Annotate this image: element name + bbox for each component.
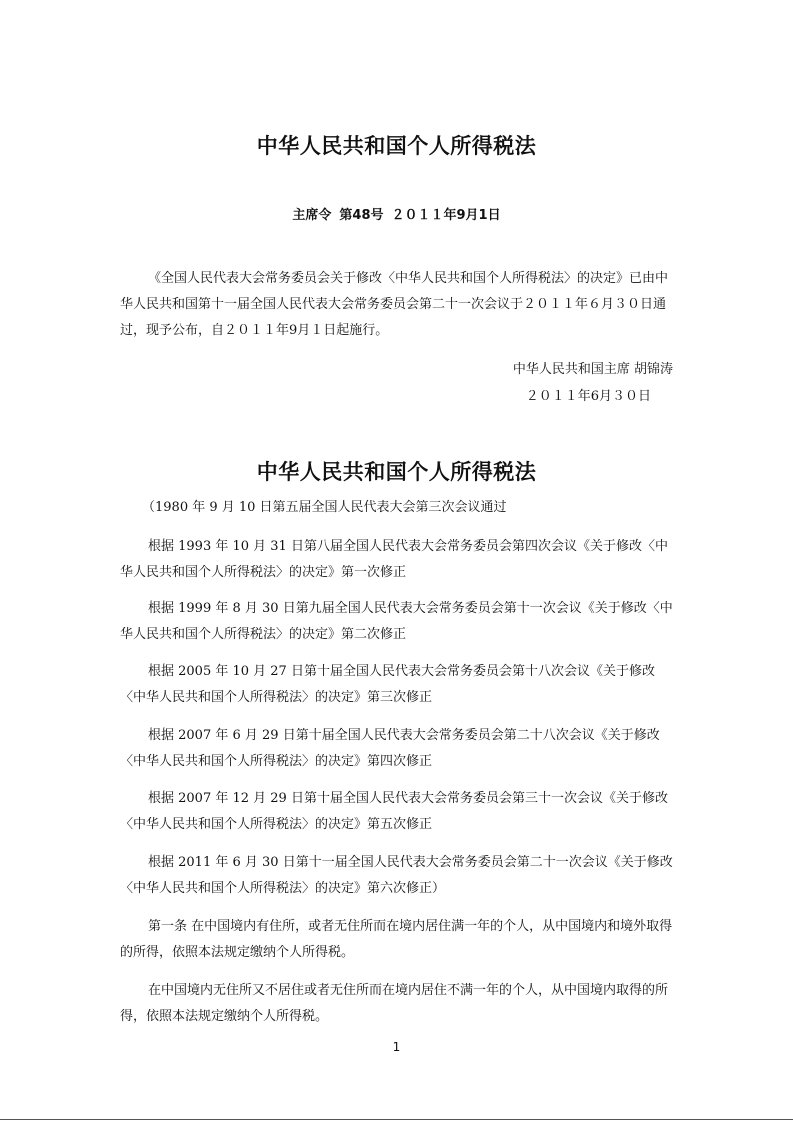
decree-paragraph: 《全国人民代表大会常务委员会关于修改〈中华人民共和国个人所得税法〉的决定》已由中华人民共和国第十一届全国人民代表大会常务委员会第二十一次会议于２０１１年６月３０日通过，现予公布，自２０１１年9月１日起施行。 xyxy=(120,271,669,338)
page-bottom-border xyxy=(0,1119,793,1120)
history-item: 根据 1999 年 8 月 30 日第九届全国人民代表大会常务委员会第十一次会议《关于修改〈中华人民共和国个人所得税法〉的决定》第二次修正 xyxy=(120,601,673,642)
signature-date: ２０１１年6月３０日 xyxy=(525,389,651,404)
article-1-paragraph-2: 在中国境内无住所又不居住或者无住所而在境内居住不满一年的个人，从中国境内取得的所得，依照本法规定缴纳个人所得税。 xyxy=(120,983,669,1024)
order-label: 主席令 xyxy=(292,208,332,223)
presidential-order-line xyxy=(0,204,793,223)
article-1: 第一条 在中国境内有住所，或者无住所而在境内居住满一年的个人，从中国境内和境外取得的所得，依照本法规定缴纳个人所得税。 xyxy=(120,919,673,960)
signature-name: 中华人民共和国主席 胡锦涛 xyxy=(512,362,673,377)
history-item: （1980 年 9 月 10 日第五届全国人民代表大会第三次会议通过 xyxy=(142,500,507,515)
page-number: 1 xyxy=(392,1040,401,1054)
history-item: 根据 1993 年 10 月 31 日第八届全国人民代表大会常务委员会第四次会议《关于修改〈中华人民共和国个人所得税法〉的决定》第一次修正 xyxy=(120,539,668,580)
history-item: 根据 2007 年 12 月 29 日第十届全国人民代表大会常务委员会第三十一次会议《关于修改〈中华人民共和国个人所得税法〉的决定》第五次修正 xyxy=(120,791,668,832)
history-item: 根据 2007 年 6 月 29 日第十届全国人民代表大会常务委员会第二十八次会议《关于修改〈中华人民共和国个人所得税法〉的决定》第四次修正 xyxy=(120,728,660,769)
history-item: 根据 2011 年 6 月 30 日第十一届全国人民代表大会常务委员会第二十一次会议《关于修改〈中华人民共和国个人所得税法〉的决定》第六次修正） xyxy=(120,855,673,896)
order-number: 第48号 xyxy=(339,208,384,223)
law-title: 中华人民共和国个人所得税法 xyxy=(256,460,537,484)
history-item: 根据 2005 年 10 月 27 日第十届全国人民代表大会常务委员会第十八次会议《关于修改〈中华人民共和国个人所得税法〉的决定》第三次修正 xyxy=(120,664,655,705)
document-title: 中华人民共和国个人所得税法 xyxy=(256,134,537,158)
order-date: ２０１１年9月1日 xyxy=(391,208,501,223)
